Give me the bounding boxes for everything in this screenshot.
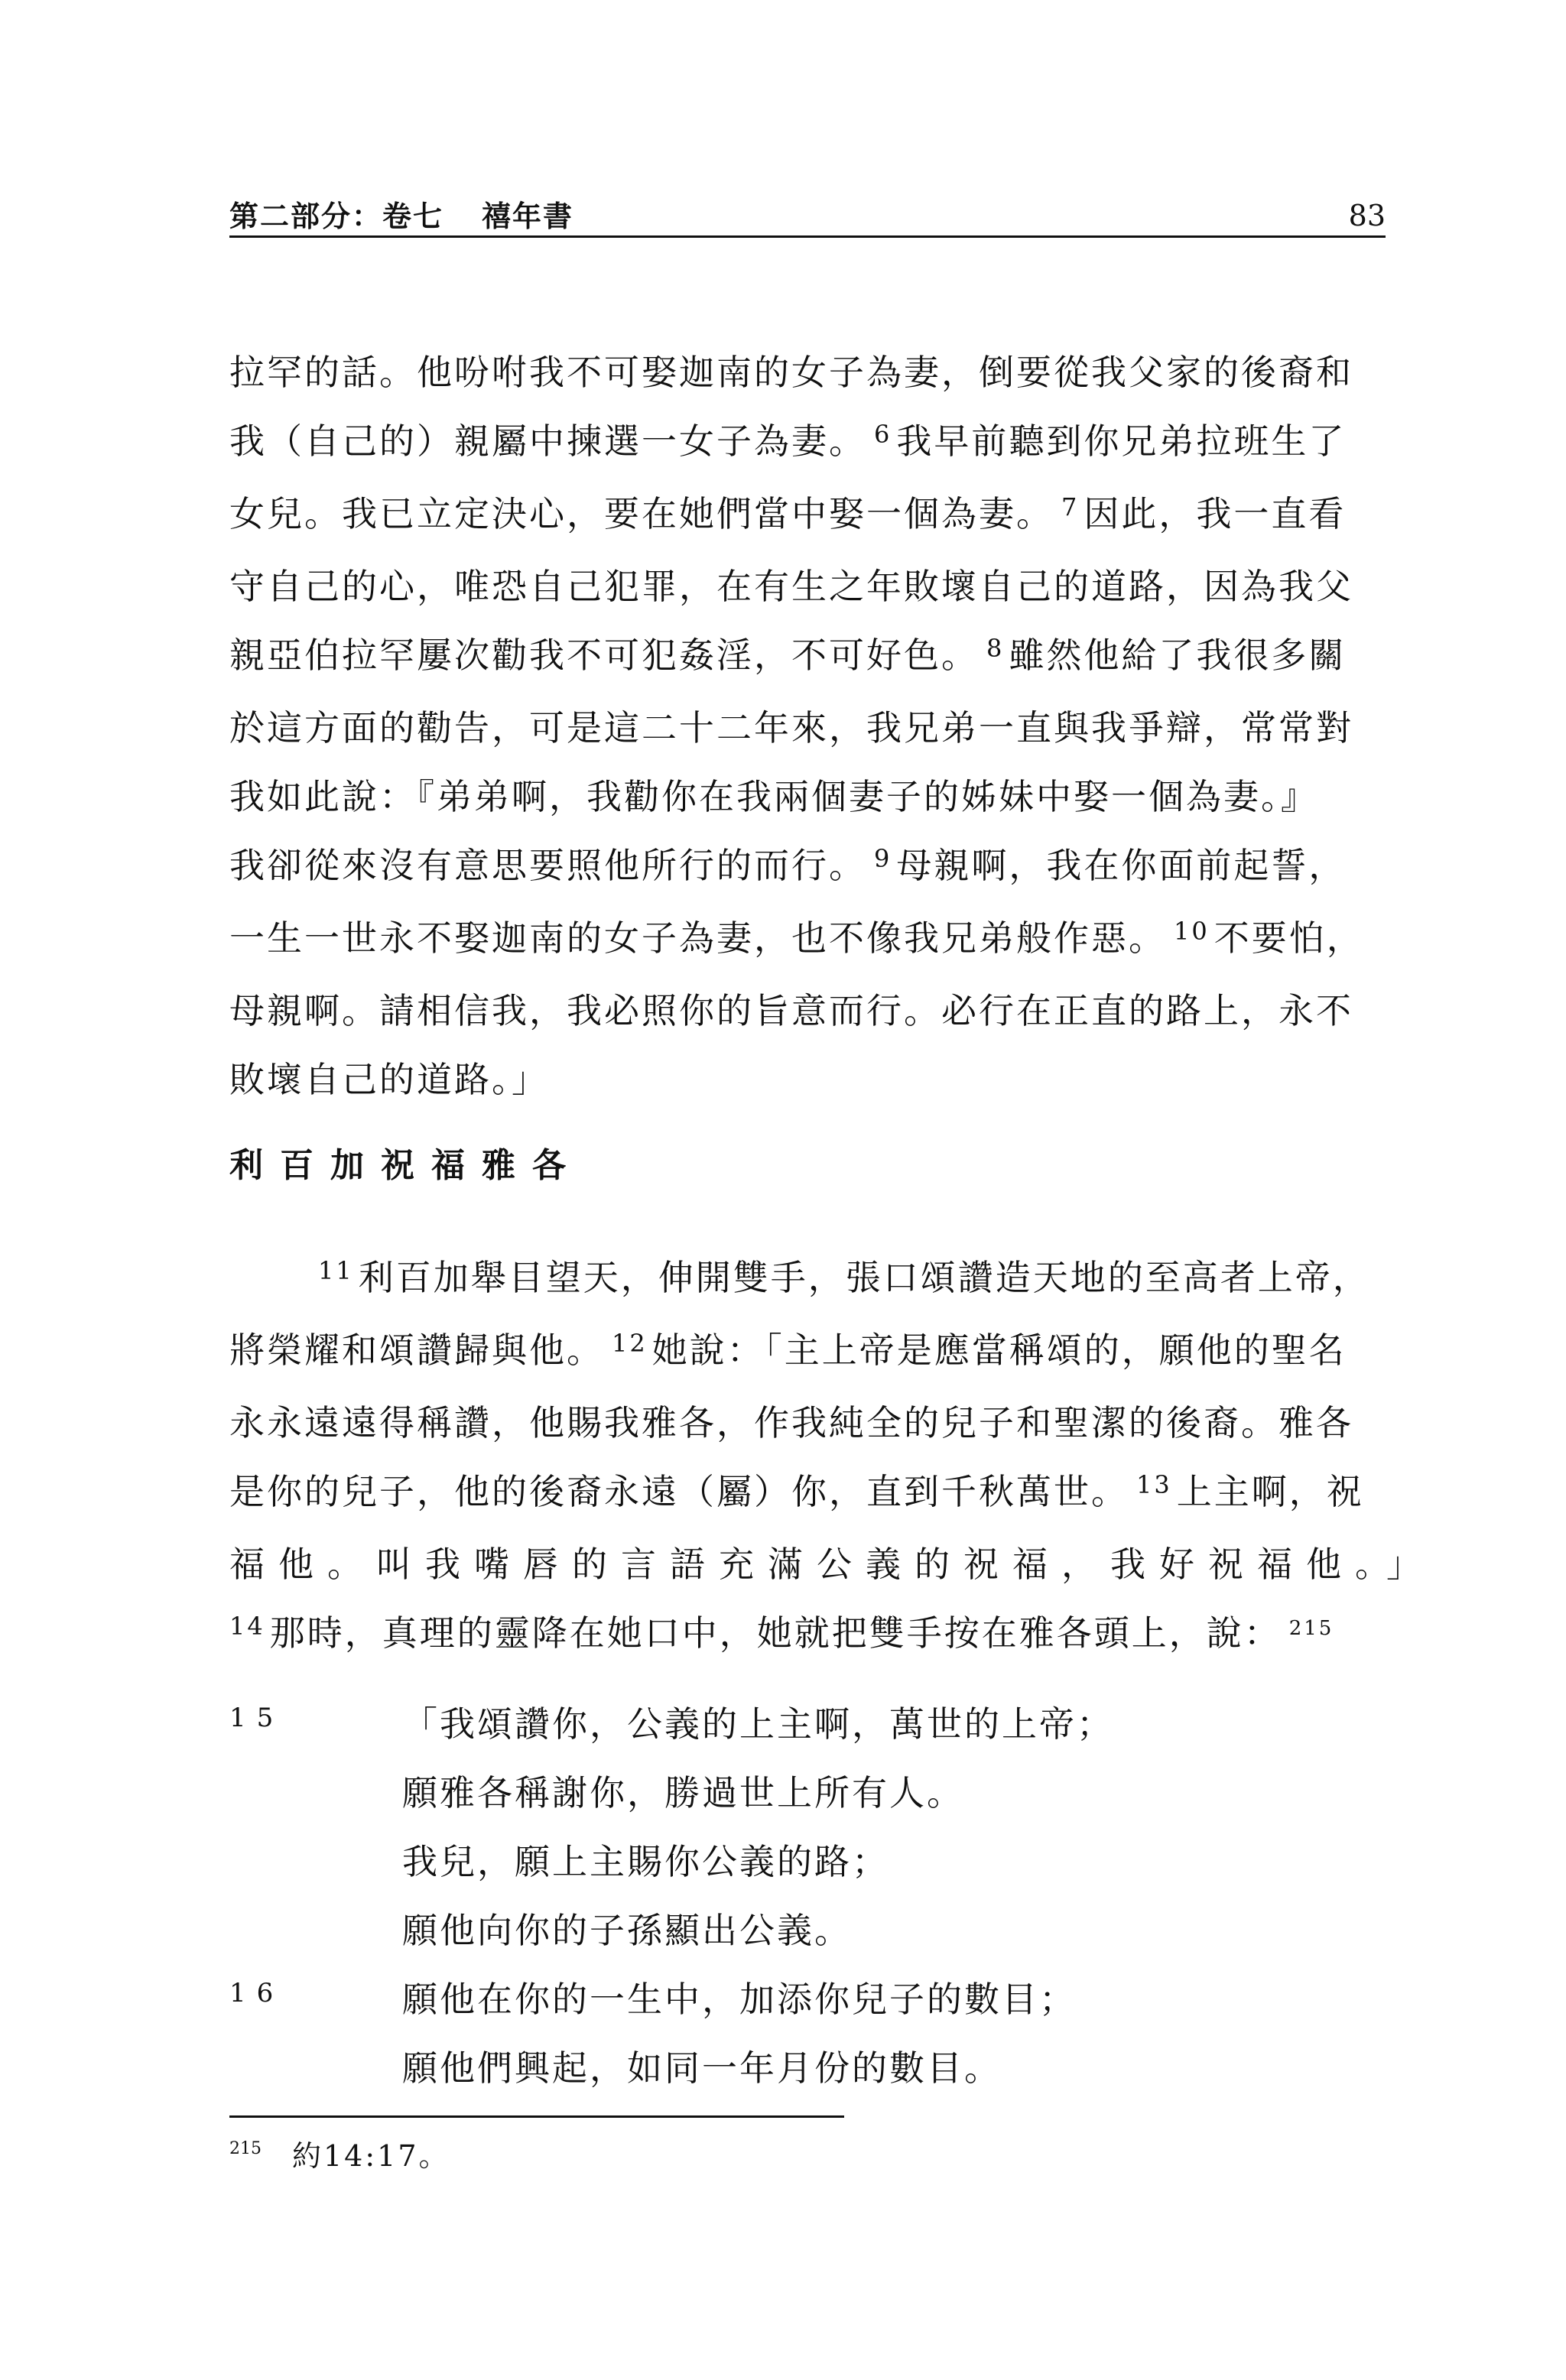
line-text: 守自己的心，唯恐自己犯罪，在有生之年敗壞自己的道路，因為我父 — [229, 566, 1353, 607]
text-line — [229, 1045, 1386, 1114]
line-text: 不要怕， — [1213, 917, 1364, 959]
verse-number: 7 — [1061, 492, 1080, 521]
text-line — [229, 1530, 1435, 1599]
poem-text: 「我頌讚你，公義的上主啊，萬世的上帝； — [402, 1703, 1114, 1745]
line-text: 母親啊，我在你面前起誓， — [896, 845, 1347, 886]
line-text: 一生一世永不娶迦南的女子為妻，也不像我兄弟般作惡。 — [229, 917, 1166, 959]
line-text: 親亞伯拉罕屢次勸我不可犯姦淫，不可好色。 — [229, 635, 979, 676]
line-text: 利百加舉目望天，伸開雙手，張口頌讚造天地的至高者上帝， — [358, 1257, 1370, 1298]
verse-number: 8 — [986, 634, 1005, 663]
line-text: 我（自己的）親屬中揀選一女子為妻。 — [229, 420, 866, 462]
header-book-title: 禧年書 — [482, 200, 574, 233]
line-text: 我早前聽到你兄弟拉班生了 — [896, 420, 1347, 462]
verse-number: 14 — [229, 1612, 265, 1641]
text-line — [229, 976, 1386, 1045]
line-text: 於這方面的勸告，可是這二十二年來，我兄弟一直與我爭辯，常常對 — [229, 707, 1353, 748]
line-text: 我如此說：『弟弟啊，我勸你在我兩個妻子的姊妹中娶一個為妻。』 — [229, 776, 1318, 817]
line-text: 上主啊，祝 — [1176, 1471, 1364, 1512]
poem-line — [229, 1896, 1386, 1965]
verse-number: 9 — [874, 844, 892, 873]
poem-text: 願雅各稱謝你，勝過世上所有人。 — [402, 1772, 964, 1813]
text-line — [229, 904, 1386, 976]
line-text: 那時，真理的靈降在她口中，她就把雙手按在雅各頭上，說： — [269, 1612, 1282, 1654]
text-line — [229, 1599, 1386, 1674]
poem-verse-number: 16 — [229, 1978, 284, 2008]
line-text: 因此，我一直看 — [1084, 493, 1347, 534]
poem-text: 願他在你的一生中，加添你兒子的數目； — [402, 1979, 1077, 2020]
text-line — [229, 479, 1386, 552]
verse-number: 11 — [318, 1256, 354, 1285]
text-line — [229, 831, 1386, 904]
poem-verse-number: 15 — [229, 1703, 284, 1733]
footnote — [229, 2133, 450, 2184]
poem-text: 願他向你的子孫顯出公義。 — [402, 1910, 852, 1951]
footnote-rule — [229, 2115, 844, 2118]
footnote-reference: 215 — [1288, 1617, 1334, 1640]
line-text: 將榮耀和頌讚歸與他。 — [229, 1330, 604, 1371]
line-text: 福他。叫我嘴唇的言語充滿公義的祝福，我好祝福他。」 — [229, 1544, 1435, 1585]
paragraph-2 — [229, 1243, 1435, 1674]
line-text: 拉罕的話。他吩咐我不可娶迦南的女子為妻，倒要從我父家的後裔和 — [229, 352, 1353, 393]
line-text: 她說：「主上帝是應當稱頌的，願他的聖名 — [651, 1330, 1347, 1371]
footnote-text: 約14:17。 — [292, 2139, 450, 2173]
text-line — [229, 1243, 1386, 1316]
verse-number: 13 — [1136, 1470, 1172, 1499]
header-rule — [229, 235, 1386, 238]
text-line — [229, 1316, 1386, 1388]
verse-number: 12 — [612, 1329, 648, 1358]
line-text: 永永遠遠得稱讚，他賜我雅各，作我純全的兒子和聖潔的後裔。雅各 — [229, 1402, 1353, 1443]
line-text: 雖然他給了我很多關 — [1009, 635, 1347, 676]
line-text: 母親啊。請相信我，我必照你的旨意而行。必行在正直的路上，永不 — [229, 990, 1353, 1031]
paragraph-1 — [229, 338, 1386, 1114]
header-section — [229, 193, 573, 235]
text-line — [229, 621, 1386, 693]
header-section-label: 第二部分：卷七 — [229, 200, 444, 233]
poem-line — [229, 1758, 1386, 1827]
poem-line — [229, 1690, 1386, 1758]
text-line — [229, 338, 1386, 407]
verse-number: 10 — [1174, 917, 1210, 946]
text-line — [229, 762, 1386, 831]
section-title: 利百加祝福雅各 — [229, 1146, 583, 1185]
text-line — [229, 1457, 1386, 1530]
running-header — [229, 188, 1386, 237]
text-line — [229, 407, 1386, 479]
line-text: 是你的兒子，他的後裔永遠（屬）你，直到千秋萬世。 — [229, 1471, 1129, 1512]
text-line — [229, 1388, 1386, 1457]
footnote-mark: 215 — [229, 2139, 262, 2158]
line-text: 我卻從來沒有意思要照他所行的而行。 — [229, 845, 866, 886]
poem-line — [229, 2034, 1386, 2102]
poem-line — [229, 1827, 1386, 1896]
poem-text: 我兒，願上主賜你公義的路； — [402, 1841, 889, 1882]
line-text: 敗壞自己的道路。」 — [229, 1059, 549, 1100]
verse-number: 6 — [874, 420, 892, 449]
poem-block — [229, 1690, 1386, 2102]
text-line — [229, 693, 1386, 762]
page-number: 83 — [1348, 199, 1386, 232]
poem-line — [229, 1965, 1386, 2034]
poem-text: 願他們興起，如同一年月份的數目。 — [402, 2047, 1002, 2089]
line-text: 女兒。我已立定決心，要在她們當中娶一個為妻。 — [229, 493, 1054, 534]
text-line — [229, 552, 1386, 621]
